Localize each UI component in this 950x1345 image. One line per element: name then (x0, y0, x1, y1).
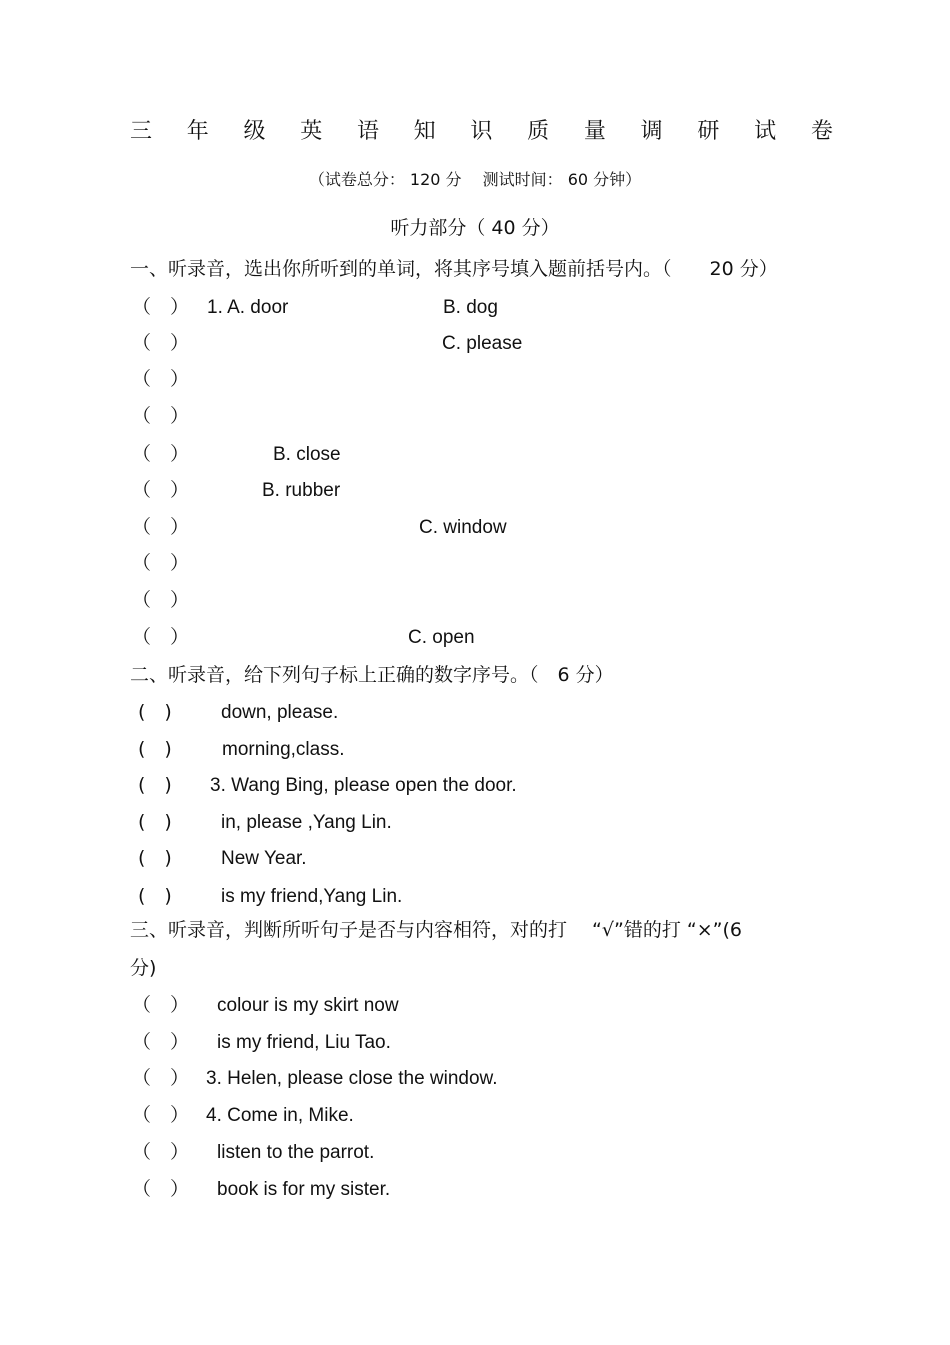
answer-paren[interactable]: ( ) (138, 847, 172, 869)
option-c: C. window (419, 517, 507, 538)
sentence: is my friend,Yang Lin. (221, 886, 403, 907)
answer-paren[interactable]: （ ） (132, 589, 190, 611)
title-char: 知 (413, 119, 436, 144)
answer-paren[interactable]: （ ） (132, 1031, 190, 1053)
title-char: 质 (527, 119, 550, 144)
answer-paren[interactable]: （ ） (132, 1067, 190, 1089)
title-char: 英 (300, 119, 323, 144)
sentence: colour is my skirt now (217, 995, 399, 1016)
part1-instruction: 一、听录音，选出你所听到的单词，将其序号填入题前括号内。（ 20 分） (130, 258, 778, 280)
answer-paren[interactable]: （ ） (132, 296, 190, 318)
option-b: B. dog (443, 297, 498, 318)
sentence: in, please ,Yang Lin. (221, 812, 392, 833)
sentence: 3. Wang Bing, please open the door. (210, 775, 517, 796)
title-char: 量 (583, 119, 606, 144)
sentence: New Year. (221, 848, 307, 869)
sentence: morning,class. (222, 739, 345, 760)
sentence: listen to the parrot. (217, 1142, 375, 1163)
answer-paren[interactable]: （ ） (132, 368, 190, 390)
option-c: C. open (408, 627, 475, 648)
answer-paren[interactable]: ( ) (138, 701, 172, 723)
sentence: down, please. (221, 702, 339, 723)
answer-paren[interactable]: （ ） (132, 516, 190, 538)
answer-paren[interactable]: ( ) (138, 811, 172, 833)
answer-paren[interactable]: （ ） (132, 994, 190, 1016)
title-char: 语 (356, 119, 379, 144)
answer-paren[interactable]: （ ） (132, 1178, 190, 1200)
answer-paren[interactable]: （ ） (132, 1104, 190, 1126)
title-char: 级 (243, 119, 266, 144)
part3-instruction-cont: 分) (130, 957, 157, 979)
answer-paren[interactable]: （ ） (132, 1141, 190, 1163)
answer-paren[interactable]: ( ) (138, 774, 172, 796)
answer-paren[interactable]: （ ） (132, 443, 190, 465)
answer-paren[interactable]: ( ) (138, 738, 172, 760)
exam-subtitle: （试卷总分： 120 分 测试时间： 60 分钟） (308, 170, 642, 189)
answer-paren[interactable]: （ ） (132, 332, 190, 354)
title-char: 研 (697, 119, 720, 144)
answer-paren[interactable]: （ ） (132, 626, 190, 648)
answer-paren[interactable]: ( ) (138, 885, 172, 907)
sentence: 4. Come in, Mike. (206, 1105, 354, 1126)
title-char: 试 (754, 119, 777, 144)
answer-paren[interactable]: （ ） (132, 552, 190, 574)
title-char: 调 (640, 119, 663, 144)
option-b: B. close (273, 444, 341, 465)
part2-instruction: 二、听录音，给下列句子标上正确的数字序号。（ 6 分） (130, 664, 614, 686)
title-char: 年 (186, 119, 209, 144)
part3-instruction: 三、听录音，判断所听句子是否与内容相符，对的打 “√”错的打 “×”(6 (130, 919, 742, 941)
title-char: 三 (130, 119, 153, 144)
sentence: 3. Helen, please close the window. (206, 1068, 498, 1089)
answer-paren[interactable]: （ ） (132, 405, 190, 427)
title-char: 卷 (810, 119, 833, 144)
sentence: book is for my sister. (217, 1179, 391, 1200)
answer-paren[interactable]: （ ） (132, 479, 190, 501)
sentence: is my friend, Liu Tao. (217, 1032, 391, 1053)
option-a: 1. A. door (207, 297, 289, 318)
title-char: 识 (470, 119, 493, 144)
document-title (130, 121, 833, 143)
option-b: B. rubber (262, 480, 341, 501)
option-c: C. please (442, 333, 523, 354)
listening-section-header: 听力部分（ 40 分） (390, 217, 560, 239)
